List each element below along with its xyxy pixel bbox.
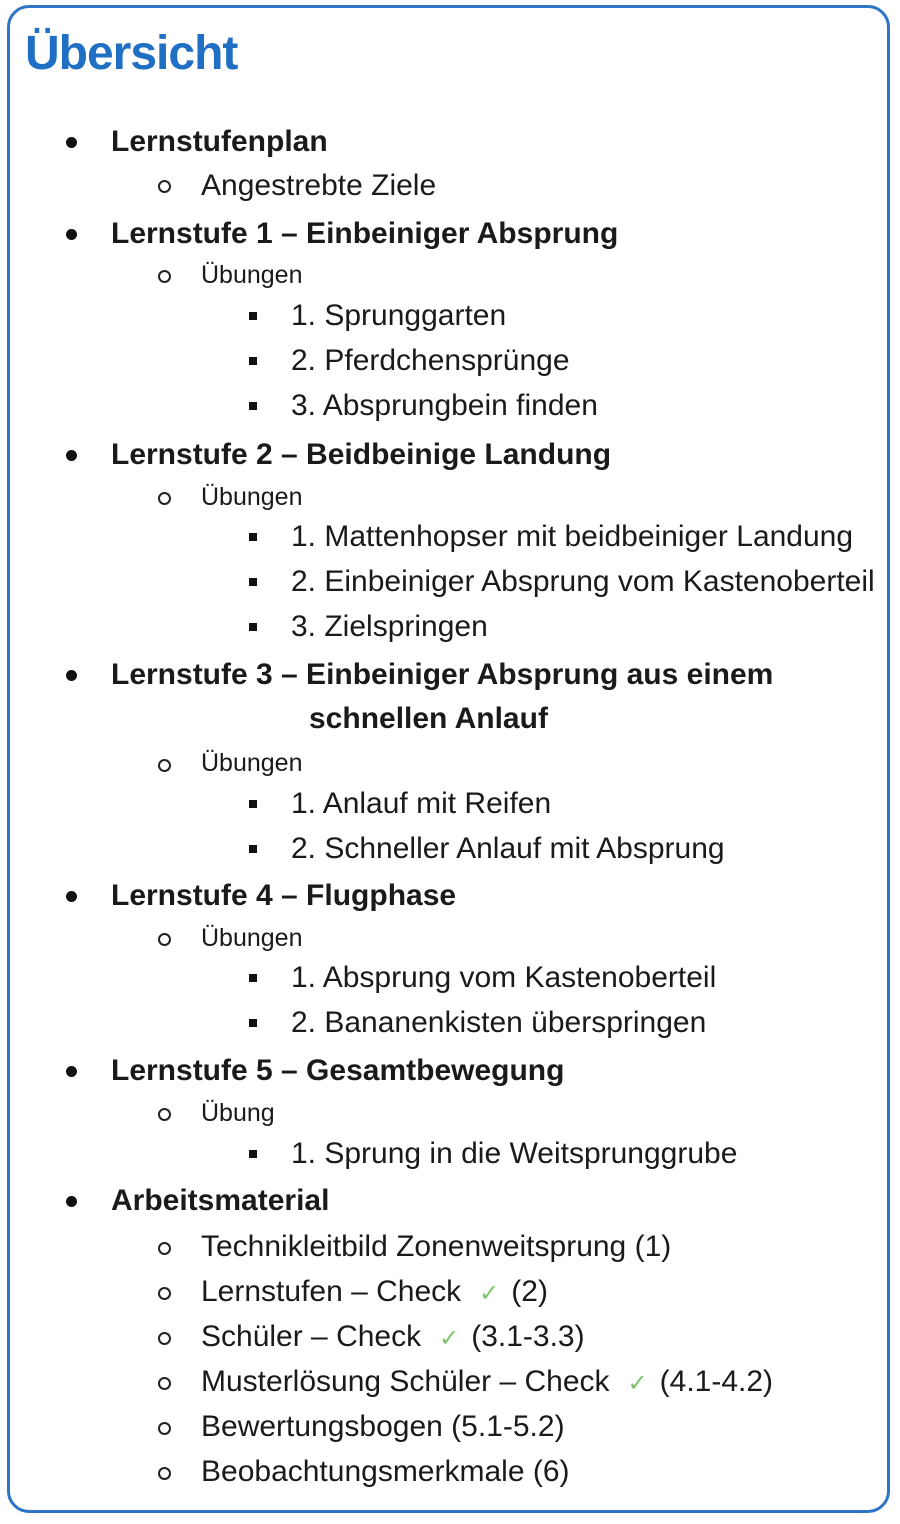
bullet-circle <box>158 270 171 283</box>
material-ref: (3.1-3.3) <box>471 1320 585 1353</box>
label-uebungen: Übungen <box>201 261 303 289</box>
bullet-square <box>249 1019 257 1027</box>
material-ref: (4.1-4.2) <box>659 1365 774 1398</box>
material-item: Beobachtungsmerkmale (6) <box>201 1455 570 1488</box>
bullet-disc <box>66 137 77 148</box>
section-lernstufe-4: Lernstufe 4 – Flugphase <box>111 879 457 912</box>
label-uebungen: Übungen <box>201 483 303 511</box>
bullet-square <box>249 312 257 320</box>
bullet-disc <box>66 1196 77 1207</box>
bullet-circle <box>158 1377 171 1390</box>
label-uebung: Übung <box>201 1099 275 1127</box>
bullet-square <box>249 578 257 586</box>
material-ref: (2) <box>511 1275 548 1308</box>
material-label: Musterlösung Schüler – Check <box>201 1365 610 1398</box>
material-label: Schüler – Check <box>201 1320 422 1353</box>
bullet-circle <box>158 933 171 946</box>
bullet-square <box>249 800 257 808</box>
material-item-schueler-check <box>201 1319 585 1357</box>
bullet-square <box>249 845 257 853</box>
exercise-item: 2. Pferdchensprünge <box>291 344 570 377</box>
bullet-square <box>249 974 257 982</box>
bullet-disc <box>66 891 77 902</box>
section-lernstufe-3: Lernstufe 3 – Einbeiniger Absprung aus einem <box>111 658 774 691</box>
exercise-item: 1. Sprunggarten <box>291 299 507 332</box>
section-lernstufenplan: Lernstufenplan <box>111 125 328 158</box>
bullet-circle <box>158 1108 171 1121</box>
bullet-disc <box>66 450 77 461</box>
bullet-circle <box>158 1332 171 1345</box>
label-uebungen: Übungen <box>201 749 303 777</box>
section-lernstufe-2: Lernstufe 2 – Beidbeinige Landung <box>111 438 612 471</box>
material-item-lernstufen-check <box>201 1274 548 1312</box>
check-icon: ✓ <box>479 1280 500 1307</box>
bullet-circle <box>158 1287 171 1300</box>
exercise-item: 1. Sprung in die Weitsprunggrube <box>291 1137 738 1170</box>
exercise-item: 2. Schneller Anlauf mit Absprung <box>291 832 725 865</box>
bullet-disc <box>66 229 77 240</box>
check-icon: ✓ <box>439 1325 460 1352</box>
item-angestrebte-ziele: Angestrebte Ziele <box>201 169 437 202</box>
material-item-musterloesung <box>201 1364 773 1402</box>
bullet-square <box>249 1150 257 1158</box>
bullet-circle <box>158 1242 171 1255</box>
bullet-disc <box>66 670 77 681</box>
check-icon: ✓ <box>627 1370 648 1397</box>
exercise-item: 1. Mattenhopser mit beidbeiniger Landung <box>291 520 854 553</box>
bullet-circle <box>158 1467 171 1480</box>
exercise-item: 2. Bananenkisten überspringen <box>291 1006 707 1039</box>
bullet-square <box>249 623 257 631</box>
exercise-item: 3. Absprungbein finden <box>291 389 598 422</box>
exercise-item: 1. Anlauf mit Reifen <box>291 787 552 820</box>
bullet-square <box>249 402 257 410</box>
label-uebungen: Übungen <box>201 924 303 952</box>
material-item: Technikleitbild Zonenweitsprung (1) <box>201 1230 672 1263</box>
section-arbeitsmaterial: Arbeitsmaterial <box>111 1184 330 1217</box>
bullet-circle <box>158 1422 171 1435</box>
section-lernstufe-1: Lernstufe 1 – Einbeiniger Absprung <box>111 217 619 250</box>
bullet-square <box>249 357 257 365</box>
material-label: Lernstufen – Check <box>201 1275 462 1308</box>
exercise-item: 1. Absprung vom Kastenoberteil <box>291 961 717 994</box>
bullet-circle <box>158 759 171 772</box>
material-item: Bewertungsbogen (5.1-5.2) <box>201 1410 565 1443</box>
section-lernstufe-3-continued: schnellen Anlauf <box>309 702 548 735</box>
exercise-item: 3. Zielspringen <box>291 610 488 643</box>
section-lernstufe-5: Lernstufe 5 – Gesamtbewegung <box>111 1054 565 1087</box>
bullet-circle <box>158 492 171 505</box>
exercise-item: 2. Einbeiniger Absprung vom Kastenoberteil <box>291 565 875 598</box>
bullet-circle <box>158 180 171 193</box>
bullet-disc <box>66 1066 77 1077</box>
page-title: Übersicht <box>25 27 238 80</box>
bullet-square <box>249 533 257 541</box>
